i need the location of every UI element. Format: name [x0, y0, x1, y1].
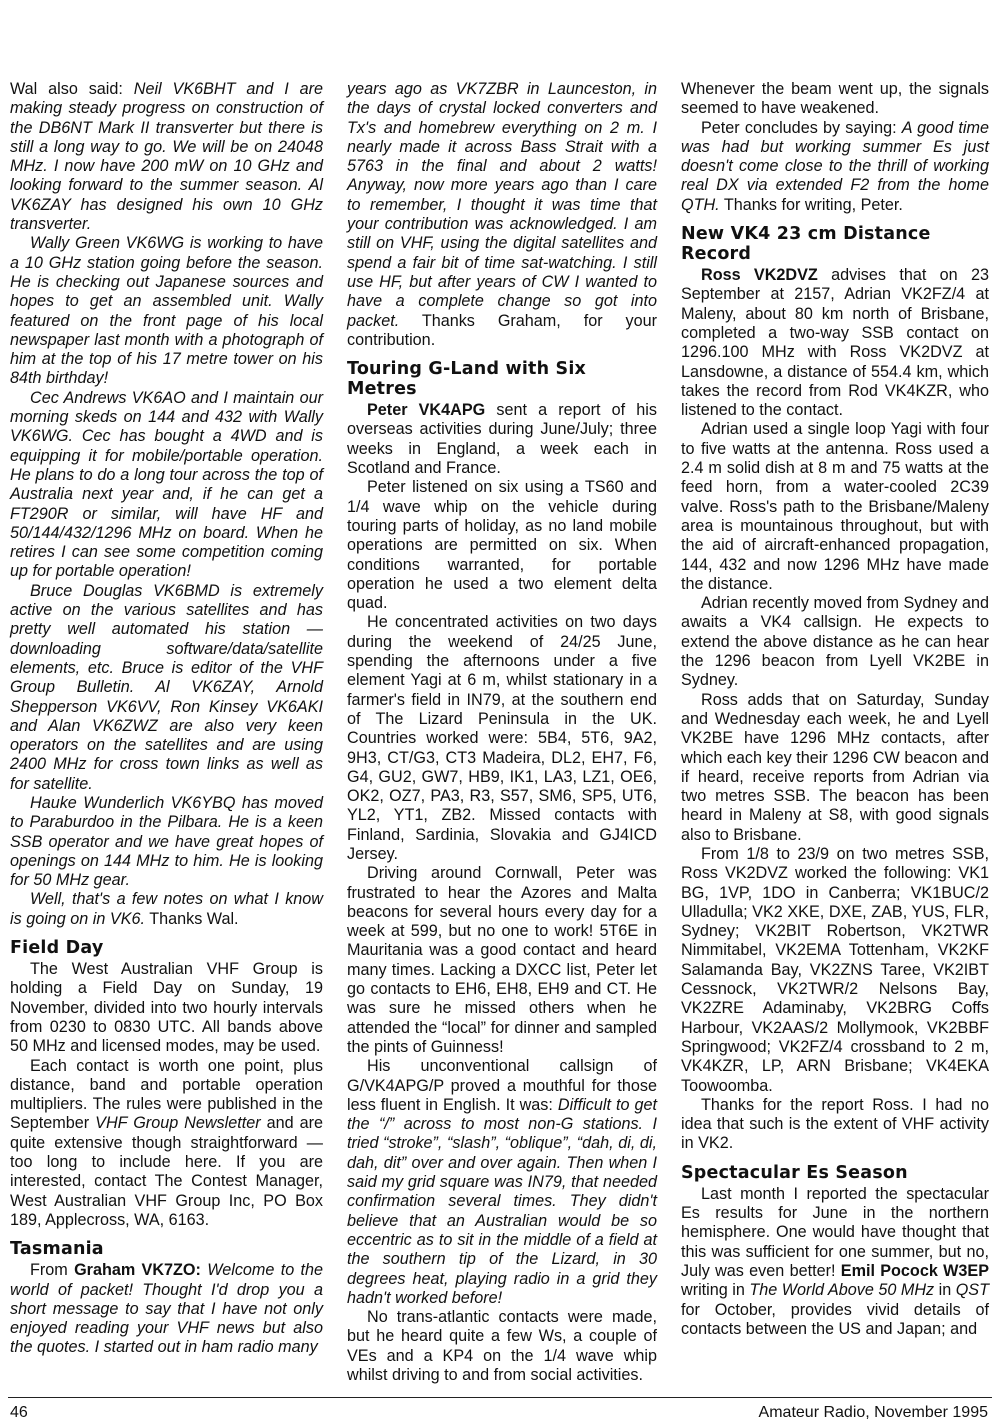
text-run: Thanks for the report Ross. I had no idea that such is the extent of VHF activity in VK2. — [681, 1095, 989, 1153]
paragraph — [347, 401, 657, 478]
publication-title: Amateur Radio, November 1995 — [758, 1404, 988, 1421]
italic-text: Cec Andrews VK6AO and I maintain our morning skeds on 144 and 432 with Wally VK6WG. Cec has bought a 4WD and is equipping it for mobile/portable operation. He plans to do a long tour across the top of Australia next year and, if he can get a FT290R or similar, will have HF and 50/144/432/1296 MHz on board. When he retires I can see some competition coming up for portable operation! — [10, 388, 323, 581]
paragraph — [10, 794, 323, 890]
text-run: His unconventional callsign of G/VK4APG/P proved a mouthful for those less fluent in English. It was: — [347, 1057, 657, 1114]
text-run: Last month I reported the spectacular Es results for June in the northern hemisphere. One would have thought that this was sufficient for one summer, but no, July was even better! — [681, 1184, 989, 1280]
paragraph — [347, 478, 657, 613]
italic-text: Neil VK6BHT and I are making steady progress on construction of the DB6NT Mark II transverter but there is still a long way to go. We will be on 24048 MHz. I now have 200 mW on 10 GHz and looking forward to the summer season. Al VK6ZAY has designed his own 10 GHz transverter. — [10, 80, 323, 234]
text-run: Adrian recently moved from Sydney and awaits a VK4 callsign. He expects to extend the above distance as he can hear the 1296 beacon from Lyell VK2BE in Sydney. — [681, 594, 989, 690]
page-number: 46 — [10, 1404, 28, 1421]
text-run: Peter concludes by saying: — [701, 118, 902, 137]
paragraph — [347, 1057, 657, 1308]
paragraph — [347, 864, 657, 1057]
paragraph — [681, 594, 989, 690]
text-run: No trans-atlantic contacts were made, but he heard quite a few Ws, a couple of VEs and a KP4 on the 1/4 wave whip whilst driving to and from social activities. — [347, 1308, 657, 1384]
italic-text: Bruce Douglas VK6BMD is extremely active on the various satellites and has pretty well automated his station — downloading software/data/satellite elements, etc. Bruce is editor of the VHF Group Bulletin. Al VK6ZAY, Arnold Shepperson VK6VV, Ron Kinsey VK6AKI and Alan VK6ZWZ are also very keen operators on the satellites and are using 2400 MHz for cross town links as well as for satellite. — [10, 581, 323, 793]
section-heading: Touring G-Land with Six Metres — [347, 359, 587, 400]
text-run: Peter listened on six using a TS60 and 1/4 wave whip on the vehicle during touring parts of holiday, as no land mobile operations are permitted on six. When conditions warranted, for portable operation he used a two element delta quad. — [347, 478, 657, 613]
paragraph — [347, 80, 657, 350]
paragraph — [681, 80, 989, 119]
paragraph — [10, 890, 323, 929]
paragraph — [681, 691, 989, 845]
text-run: in — [934, 1281, 956, 1300]
callsign-bold: Peter VK4APG — [367, 401, 486, 420]
italic-text: years ago as VK7ZBR in Launceston, in the days of crystal locked converters and Tx's and homebrew everything on 2 m. I nearly made it across Bass Strait with a 5763 in the final and about 2 watts! Anyway, now more years ago than I care to remember, I thought it was time that your contribution was acknowledged. I am still on VHF, using the digital satellites and spend a fair bit of time sat-watching. I still use HF, but after years of CW I wanted to have a complete change so got into packet. — [347, 80, 657, 330]
text-run: From 1/8 to 23/9 on two metres SSB, Ross VK2DVZ worked the following: VK1 BG, 1VP, 1DO in Canberra; VK1BUC/2 Ulladulla; VK2 XKE, DXE, ZAB, YUS, FLR, Sydney; VK2BIT Robertson, VK2TWR Nimmitabel, VK2EMA Tottenham, VK2KF Salamanda Bay, VK2ZNS Taree, VK2IBT Cessnock, VK2TWR/2 Nelsons Bay, VK2ZRE Adaminaby, VK2BRG Coffs Harbour, VK2AAS/2 Mollymook, VK2BBF Springwood; VK2FZ/4 crossband to 2 m, VK4KZR, LP, ARN Brisbane; VK4EKA Toowoomba. — [681, 844, 989, 1095]
text-run: Adrian used a single loop Yagi with four to five watts at the antenna. Ross used a 2.4 m solid dish at 8 m and 75 watts at the feed horn, from a water-cooled 2C39 valve. Ross's path to the Brisbane/Maleny area is mountainous throughout, but with the aid of aircraft-enhanced propagation, 144, 432 and now 1296 MHz have made the distance. — [681, 420, 989, 593]
text-run: advises that on 23 September at 2157, Adrian VK2FZ/4 at Maleny, about 80 km north of Brisbane, completed a two-way SSB contact on 1296.100 MHz with Ross VK2DVZ at Lansdowne, a distance of 554.4 km, which takes the record from Rod VK4KZR, who listened to the contact. — [681, 266, 989, 420]
text-run: Thanks for writing, Peter. — [719, 195, 903, 214]
italic-text: Difficult to get the “/” across to most non-G stations. I tried “stroke”, “slash”, “oblique”, “dah, di, di, dah, dit” over and over again. Then when I said my grid square was IN79, that needed confirmation several times. They didn't believe that an Australian would be so eccentric as to sit in the middle of a field at the southern tip of the Lizard, in 30 degrees heat, playing radio in a grid they hadn't worked before! — [347, 1095, 657, 1307]
text-run: From — [30, 1261, 75, 1280]
paragraph — [10, 389, 323, 582]
section-heading: Field Day — [10, 938, 104, 959]
paragraph — [681, 845, 989, 1096]
callsign-bold: Emil Pocock W3EP — [840, 1261, 990, 1280]
paragraph — [681, 119, 989, 215]
section-heading: New VK4 23 cm Distance Record — [681, 224, 931, 265]
paragraph — [681, 266, 989, 420]
text-run: Each contact is worth one point, plus distance, band and portable operation multipliers. The rules were published in the September — [10, 1056, 323, 1133]
paragraph — [10, 80, 323, 234]
italic-text: Welcome to the world of packet! Thought I'd drop you a short message to say that I have not only enjoyed reading your VHF news but also the quotes. I started out in ham radio many — [10, 1261, 324, 1357]
text-run: He concentrated activities on two days during the weekend of 24/25 June, spending the afternoons under a five element Yagi at 6 m, whilst stationary in a farmer's field in IN79, at the southern end of The Lizard Peninsula in the UK. Countries worked were: 5B4, 5T6, 9A2, 9H3, CT/G3, CT3 Madeira, DL2, EH7, F6, G4, GU2, GW7, HB9, IK1, LA3, LZ1, OE6, OK2, OZ7, PA3, R3, S57, SM6, SP5, UT6, YL2, YT1, ZB2. Missed contacts with Finland, Sardinia, Slovakia and GJ4ICD Jersey. — [347, 613, 657, 863]
column-left — [10, 80, 323, 1358]
column-middle — [347, 80, 657, 1385]
text-run: and are quite extensive though straightforward — too long to include here. If you are interested, contact The Contest Manager, West Australian VHF Group Inc, PO Box 189, Applecross, WA, 6163. — [10, 1114, 323, 1229]
paragraph — [10, 1057, 323, 1231]
text-run: Ross adds that on Saturday, Sunday and Wednesday each week, he and Lyell VK2BE have 1296 MHz contacts, after which each key their 1296 CW beacon and if heard, receive reports from Adrian via two metres SSB. The beacon has been heard in Maleny at S8, with good signals also to Brisbane. — [681, 690, 989, 844]
text-run: Driving around Cornwall, Peter was frustrated to hear the Azores and Malta beacons for several hours every day for a week at 599, but no one to work! 5T6E in Mauritania was a good contact and heard many times. Lacking a DXCC list, Peter let go contacts to EH6, EH8, EH9 and CT. He was sure he missed others when he attended the “local” for dinner and sampled the pints of Guinness! — [347, 864, 657, 1056]
italic-text: Hauke Wunderlich VK6YBQ has moved to Paraburdoo in the Pilbara. He is a keen SSB operator and we have great hopes of openings on 144 MHz to him. He is looking for 50 MHz gear. — [10, 793, 323, 890]
paragraph — [347, 613, 657, 864]
text-run: sent a report of his overseas activities during June/July; three weeks in England, a week each in Scotland and France. — [347, 401, 657, 478]
paragraph — [10, 234, 323, 388]
italic-text: Well, that's a few notes on what I know is going on in VK6. — [10, 890, 323, 928]
section-heading: Tasmania — [10, 1239, 104, 1260]
paragraph — [10, 1261, 323, 1357]
column-right — [681, 80, 989, 1339]
paragraph — [347, 1308, 657, 1385]
paragraph — [10, 960, 323, 1056]
paragraph — [681, 420, 989, 594]
callsign-bold: Ross VK2DVZ — [701, 266, 818, 285]
text-run: Wal also said: — [10, 80, 134, 98]
callsign-bold: Graham VK7ZO: — [74, 1261, 201, 1280]
italic-text: Wally Green VK6WG is working to have a 10 GHz station going before the season. He is checking out Japanese sources and hopes to get an assembled unit. Wally featured on the front page of his local newspaper last month with a photograph of him at the top of his 17 metre tower on his 84th birthday! — [10, 234, 323, 388]
paragraph — [681, 1096, 989, 1154]
section-heading: Spectacular Es Season — [681, 1162, 908, 1183]
text-run: for October, provides vivid details of contacts between the US and Japan; and — [681, 1300, 989, 1338]
italic-text: The World Above 50 MHz — [749, 1281, 935, 1300]
paragraph — [10, 582, 323, 794]
text-run: writing in — [681, 1281, 750, 1300]
italic-text: A good time was had but working summer Es just doesn't come close to the thrill of working real DX via extended F2 from the home QTH. — [681, 118, 989, 214]
text-run: Whenever the beam went up, the signals seemed to have weakened. — [681, 80, 989, 118]
text-run: The West Australian VHF Group is holding a Field Day on Sunday, 19 November, divided into two hourly intervals from 0230 to 0830 UTC. All bands above 50 MHz and licensed modes, may be used. — [10, 960, 323, 1056]
text-run: Thanks Graham, for your contribution. — [347, 311, 657, 349]
paragraph — [681, 1185, 989, 1339]
italic-text: QST — [955, 1281, 989, 1300]
italic-text: VHF Group Newsletter — [95, 1114, 261, 1133]
text-run: Thanks Wal. — [145, 909, 239, 928]
footer-rule — [8, 1397, 992, 1398]
